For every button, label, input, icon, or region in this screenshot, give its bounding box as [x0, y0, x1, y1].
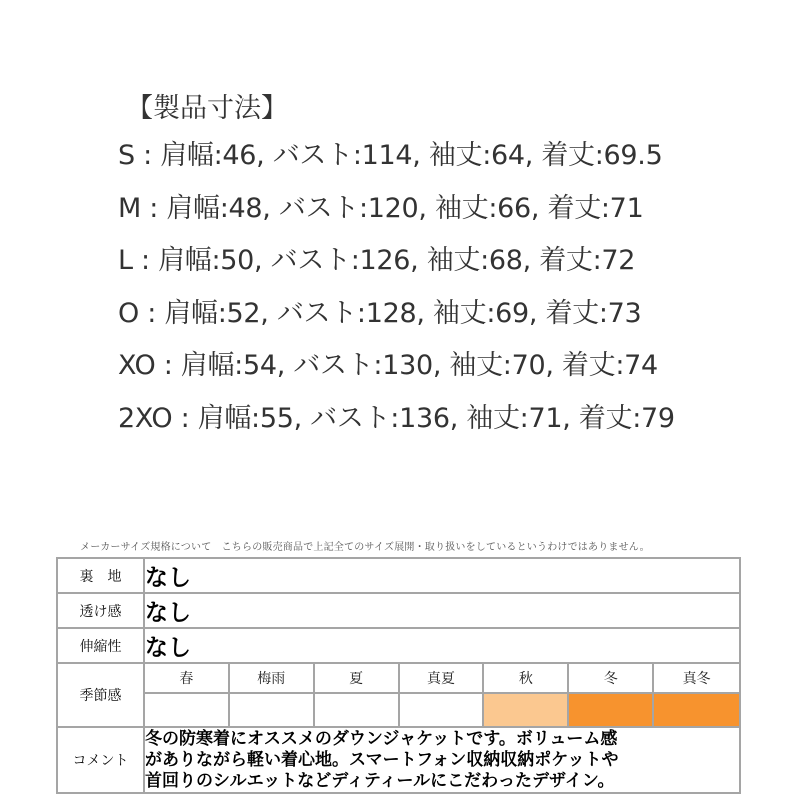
comment-line: がありながら軽い着心地。スマートフォン収納収納ポケットや: [145, 749, 619, 770]
season-level-midwinter: [654, 694, 739, 726]
season-winter: 冬: [569, 664, 654, 694]
size-row-s: S : 肩幅:46, バスト:114, 袖丈:64, 着丈:69.5: [118, 140, 663, 171]
lining-value: なし: [144, 558, 740, 593]
season-summer: 夏: [315, 664, 400, 694]
size-chart-heading: 【製品寸法】: [126, 93, 288, 124]
size-row-2xo: 2XO : 肩幅:55, バスト:136, 袖丈:71, 着丈:79: [118, 402, 675, 434]
season-grid-cell: [144, 663, 740, 727]
season-midsummer: 真夏: [400, 664, 485, 694]
sheer-label: 透け感: [57, 593, 144, 628]
spec-row-comment: [57, 727, 740, 793]
size-row-m: M : 肩幅:48, バスト:120, 袖丈:66, 着丈:71: [118, 192, 644, 224]
sheer-value: なし: [144, 593, 740, 628]
comment-label: コメント: [57, 727, 144, 793]
spec-row-lining: [57, 558, 740, 593]
comment-line: 冬の防寒着にオススメのダウンジャケットです。ボリューム感: [145, 728, 618, 749]
season-level-winter: [569, 694, 654, 726]
season-level-spring: [145, 694, 230, 726]
lining-label: 裏 地: [57, 558, 144, 593]
spec-row-season: [57, 663, 740, 727]
size-chart: [118, 88, 675, 445]
spec-row-sheer: [57, 593, 740, 628]
spec-row-stretch: [57, 628, 740, 663]
stretch-label: 伸縮性: [57, 628, 144, 663]
size-row-xo: XO : 肩幅:54, バスト:130, 袖丈:70, 着丈:74: [118, 350, 658, 381]
season-autumn: 秋: [484, 664, 569, 694]
size-note: メーカーサイズ規格について こちらの販売商品で上記全てのサイズ展開・取り扱いをしているというわけではありません。: [80, 542, 650, 553]
stretch-value: なし: [144, 628, 740, 663]
season-level-rainy: [230, 694, 315, 726]
season-label: 季節感: [57, 663, 144, 727]
season-level-summer: [315, 694, 400, 726]
season-spring: 春: [145, 664, 230, 694]
size-row-o: O : 肩幅:52, バスト:128, 袖丈:69, 着丈:73: [118, 297, 642, 329]
season-midwinter: 真冬: [654, 664, 739, 694]
season-level-autumn: [484, 694, 569, 726]
season-grid: [145, 664, 739, 726]
comment-line: 首回りのシルエットなどディティールにこだわったデザイン。: [145, 770, 615, 791]
spec-table: [56, 557, 741, 794]
size-row-l: L : 肩幅:50, バスト:126, 袖丈:68, 着丈:72: [118, 245, 636, 276]
season-rainy: 梅雨: [230, 664, 315, 694]
comment-text: [144, 727, 740, 793]
season-level-midsummer: [400, 694, 485, 726]
